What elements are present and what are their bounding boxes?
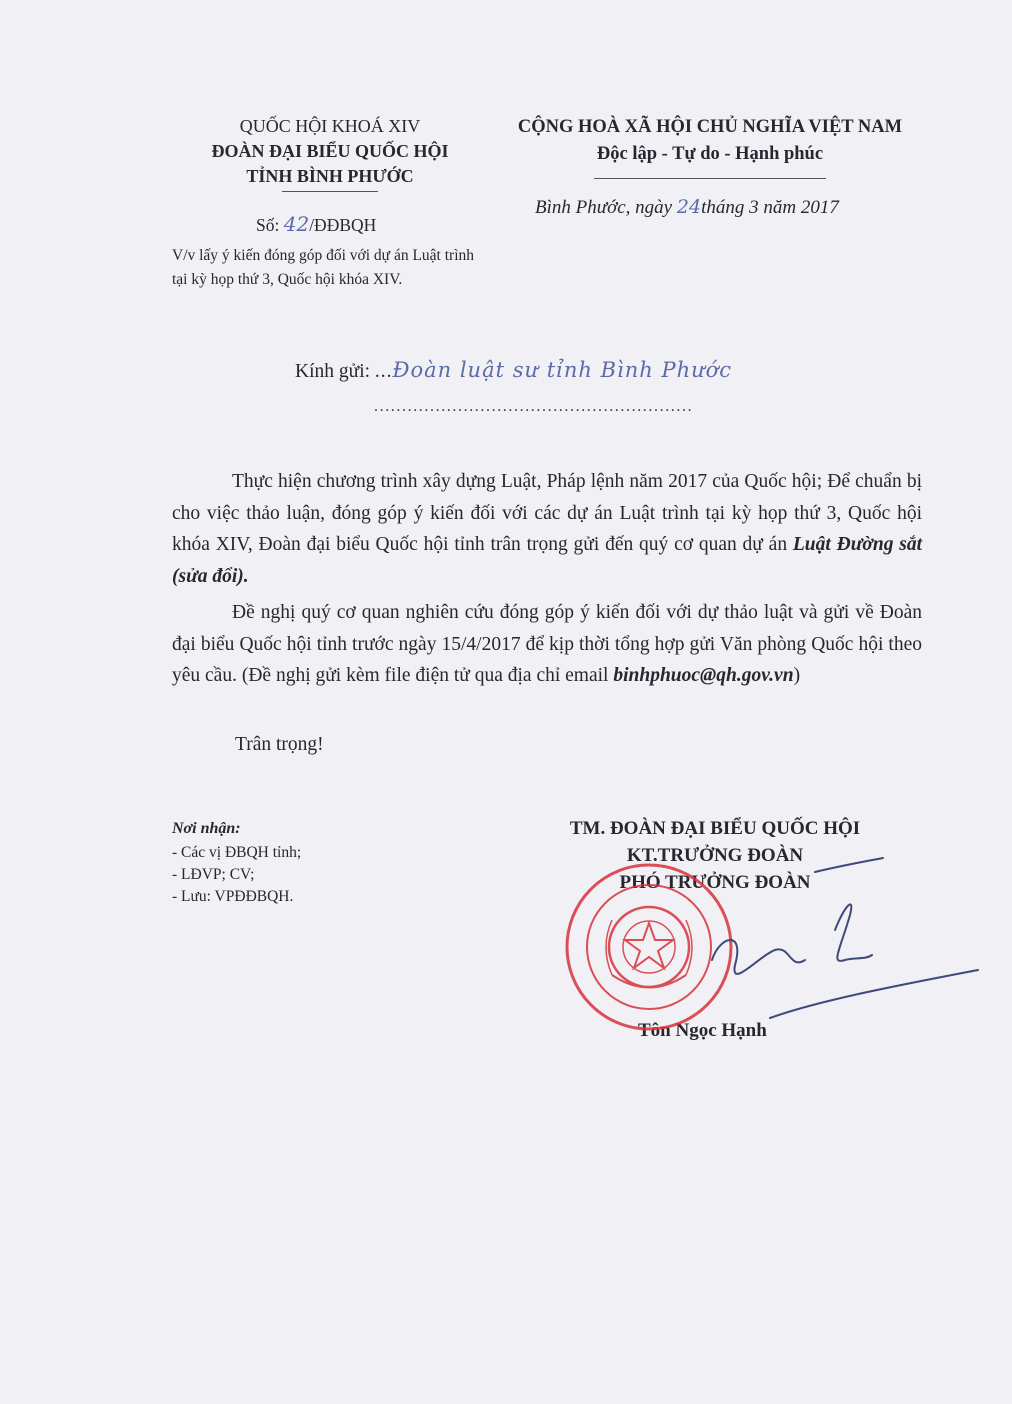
signature-block: [520, 815, 910, 896]
paragraph-2-text: Đề nghị quý cơ quan nghiên cứu đóng góp ý kiến đối với dự thảo luật và gửi về Đoàn đại biểu Quốc hội tỉnh trước ngày 15/4/2017 để kịp thời tổng hợp gửi Văn phòng Quốc hội theo yêu cầu. (Đề nghị gửi kèm file điện tử qua địa chỉ email: [172, 602, 922, 686]
number-suffix: /ĐĐBQH: [309, 215, 377, 235]
issuing-agency-header: [160, 114, 500, 192]
subject-line: V/v lấy ý kiến đóng góp đối với dự án Luật trình tại kỳ họp thứ 3, Quốc hội khóa XIV.: [172, 247, 475, 288]
signer-name: Tôn Ngọc Hạnh: [638, 1020, 767, 1041]
recipient-item: - Lưu: VPĐĐBQH.: [172, 888, 294, 905]
paragraph-1: [172, 466, 922, 592]
signer-org: TM. ĐOÀN ĐẠI BIỂU QUỐC HỘI: [569, 818, 861, 839]
motto: Độc lập - Tự do - Hạnh phúc: [596, 144, 824, 164]
recipient-item: - LĐVP; CV;: [172, 866, 255, 883]
date-day-handwritten: 24: [676, 196, 702, 218]
country-name: CỘNG HOÀ XÃ HỘI CHỦ NGHĨA VIỆT NAM: [517, 117, 903, 137]
agency-line-2: ĐOÀN ĐẠI BIỂU QUỐC HỘI: [211, 141, 449, 161]
signer-role-2: PHÓ TRƯỞNG ĐOÀN: [619, 872, 811, 893]
date-place: Bình Phước, ngày: [535, 197, 677, 218]
signer-role-1: KT.TRƯỞNG ĐOÀN: [626, 845, 804, 866]
letter-body: [172, 466, 922, 692]
recipient-item: - Các vị ĐBQH tỉnh;: [172, 844, 302, 861]
recipient-handwritten: Đoàn luật sư tỉnh Bình Phước: [392, 358, 733, 382]
closing-greeting: Trân trọng!: [235, 734, 324, 755]
recipient-line: [295, 358, 732, 383]
agency-underline: [282, 191, 378, 192]
issue-date: [535, 196, 839, 219]
recipients-list: [172, 818, 301, 908]
date-month-year: tháng 3 năm 2017: [701, 197, 839, 218]
agency-line-1: QUỐC HỘI KHOÁ XIV: [239, 116, 421, 136]
paragraph-2: [172, 597, 922, 692]
motto-underline: [594, 178, 826, 179]
number-label: Số:: [256, 215, 284, 235]
paragraph-1-text: Thực hiện chương trình xây dựng Luật, Pháp lệnh năm 2017 của Quốc hội; Để chuẩn bị cho việc thảo luận, đóng góp ý kiến đối với các dự án Luật trình tại kỳ họp thứ 3, Quốc hội khóa XIV, Đoàn đại biểu Quốc hội tỉnh trân trọng gửi đến quý cơ quan dự án: [172, 471, 922, 555]
recipients-title: Nơi nhận:: [172, 820, 241, 837]
email-address: binhphuoc@qh.gov.vn: [613, 665, 794, 686]
recipient-label: Kính gửi:: [295, 361, 375, 382]
paragraph-2-end: ): [793, 665, 801, 686]
national-header: [485, 114, 935, 179]
recipient-dotted-line: .........................................................: [374, 398, 694, 415]
recipient-dots: ...: [374, 361, 393, 382]
document-number: [256, 212, 376, 236]
number-handwritten: 42: [283, 212, 310, 236]
law-name: Luật Đường sắt (sửa đổi).: [172, 534, 922, 587]
agency-line-3: TỈNH BÌNH PHƯỚC: [246, 166, 414, 186]
